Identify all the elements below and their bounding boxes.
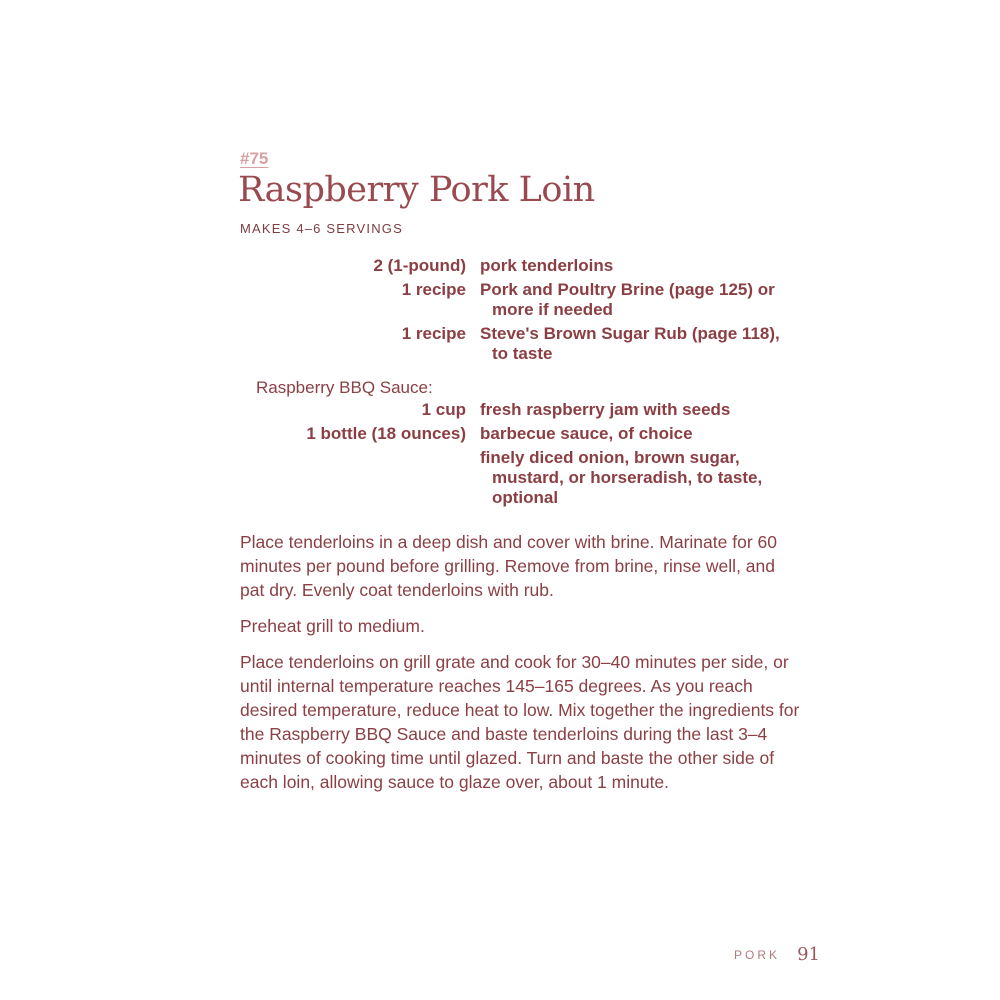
instructions	[240, 530, 800, 806]
sauce-ingredient-row	[240, 424, 800, 444]
sauce-ingredient-row	[240, 448, 800, 508]
instruction-step: Place tenderloins in a deep dish and cover with brine. Marinate for 60 minutes per pound before grilling. Remove from brine, rinse well, and pat dry. Evenly coat tenderloins with rub.	[240, 532, 777, 600]
ingredient-quantity: 2 (1-pound)	[373, 256, 466, 275]
ingredient-quantity: 1 recipe	[401, 324, 466, 343]
ingredient-row	[240, 256, 800, 276]
ingredient-quantity: 1 recipe	[401, 280, 466, 299]
recipe-number: #75	[240, 149, 269, 168]
page-number: 91	[797, 944, 820, 965]
section-name: PORK	[733, 947, 780, 962]
ingredient-item: finely diced onion, brown sugar, mustard, or horseradish, to taste, optional	[480, 448, 763, 507]
ingredient-quantity: 1 bottle (18 ounces)	[306, 424, 466, 443]
sauce-ingredient-row	[240, 400, 800, 420]
ingredient-item: pork tenderloins	[480, 256, 614, 275]
sauce-heading: Raspberry BBQ Sauce:	[256, 378, 433, 397]
ingredient-item: Steve's Brown Sugar Rub (page 118), to taste	[480, 324, 780, 363]
ingredient-quantity: 1 cup	[421, 400, 466, 419]
page-footer	[734, 944, 820, 965]
recipe-title: Raspberry Pork Loin	[238, 170, 595, 210]
instruction-step: Preheat grill to medium.	[240, 616, 425, 636]
servings-label: MAKES 4–6 SERVINGS	[240, 221, 403, 236]
ingredient-item: Pork and Poultry Brine (page 125) or more if needed	[480, 280, 775, 319]
ingredient-item: barbecue sauce, of choice	[480, 424, 693, 443]
instruction-step: Place tenderloins on grill grate and cook for 30–40 minutes per side, or until internal temperature reaches 145–165 degrees. As you reach desired temperature, reduce heat to low. Mix together the ingredients for the Raspberry BBQ Sauce and baste tenderloins during the last 3–4 minutes of cooking time until glazed. Turn and baste the other side of each loin, allowing sauce to glaze over, about 1 minute.	[240, 652, 800, 792]
ingredients-list	[240, 256, 800, 512]
ingredient-row	[240, 324, 800, 364]
ingredient-row	[240, 280, 800, 320]
ingredient-item: fresh raspberry jam with seeds	[480, 400, 731, 419]
